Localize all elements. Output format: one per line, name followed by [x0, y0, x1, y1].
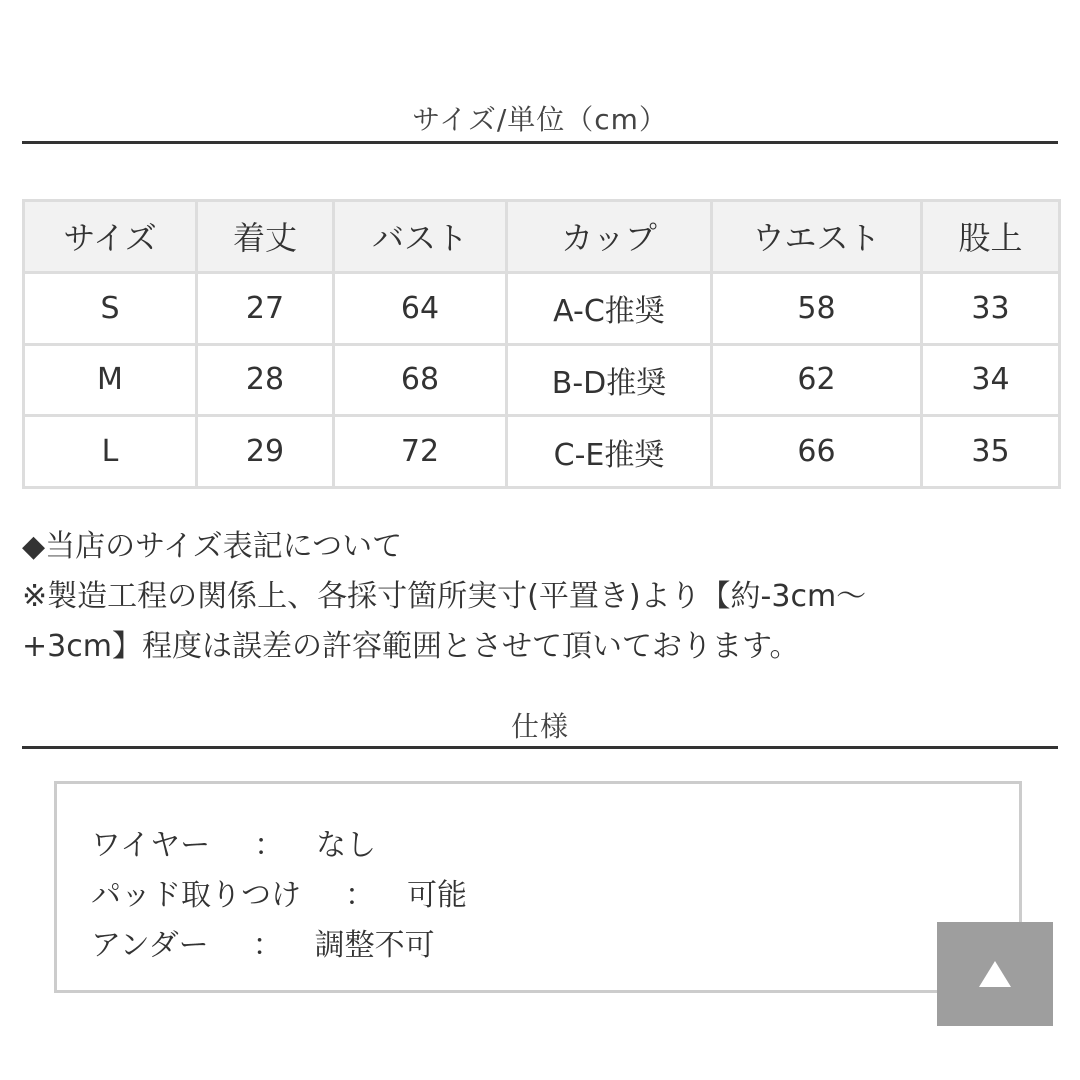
header-size: サイズ [24, 201, 197, 273]
header-waist: ウエスト [712, 201, 922, 273]
spec-value: 可能 [407, 878, 467, 913]
table-cell: 68 [334, 344, 507, 416]
spec-label: アンダー [91, 928, 209, 963]
header-bust: バスト [334, 201, 507, 273]
table-cell: 35 [922, 416, 1060, 488]
spec-value: 調整不可 [314, 928, 435, 963]
table-cell: L [24, 416, 197, 488]
spec-item-pad [91, 870, 467, 914]
header-rise: 股上 [922, 201, 1060, 273]
table-cell: M [24, 344, 197, 416]
table-cell: 28 [197, 344, 334, 416]
notes-text-line: ※製造工程の関係上、各採寸箇所実寸(平置き)より【約-3cm〜 [22, 579, 867, 614]
table-cell: 66 [712, 416, 922, 488]
header-length: 着丈 [197, 201, 334, 273]
table-row [24, 272, 1060, 344]
size-notes [22, 522, 1062, 672]
table-cell: 58 [712, 272, 922, 344]
size-section-title: サイズ/単位（cm） [412, 103, 668, 136]
size-title-divider [22, 141, 1058, 144]
spec-item-wire [91, 820, 376, 864]
notes-heading: ◆当店のサイズ表記について [22, 529, 403, 564]
size-table [22, 199, 1061, 489]
spec-separator: ： [254, 828, 285, 863]
triangle-up-icon [979, 961, 1011, 987]
table-cell: 64 [334, 272, 507, 344]
table-cell: 27 [197, 272, 334, 344]
table-cell: 72 [334, 416, 507, 488]
table-cell: S [24, 272, 197, 344]
spec-value: なし [316, 828, 377, 863]
spec-label: パッド取りつけ [91, 878, 301, 913]
spec-separator: ： [252, 928, 283, 963]
spec-item-under [91, 920, 435, 964]
spec-box [54, 781, 1022, 993]
table-cell: B-D推奨 [507, 344, 712, 416]
table-cell: 62 [712, 344, 922, 416]
spec-section-title: 仕様 [510, 710, 569, 743]
table-row [24, 344, 1060, 416]
scroll-to-top-button[interactable] [937, 922, 1053, 1026]
table-cell: 33 [922, 272, 1060, 344]
header-cup: カップ [507, 201, 712, 273]
table-cell: C-E推奨 [507, 416, 712, 488]
table-cell: 29 [197, 416, 334, 488]
spec-separator: ： [345, 878, 375, 913]
spec-label: ワイヤー [91, 828, 211, 863]
table-cell: 34 [922, 344, 1060, 416]
table-row [24, 416, 1060, 488]
table-header-row [24, 201, 1060, 273]
notes-text-line: +3cm】程度は誤差の許容範囲とさせて頂いております。 [22, 629, 800, 664]
table-cell: A-C推奨 [507, 272, 712, 344]
spec-title-divider [22, 746, 1058, 749]
